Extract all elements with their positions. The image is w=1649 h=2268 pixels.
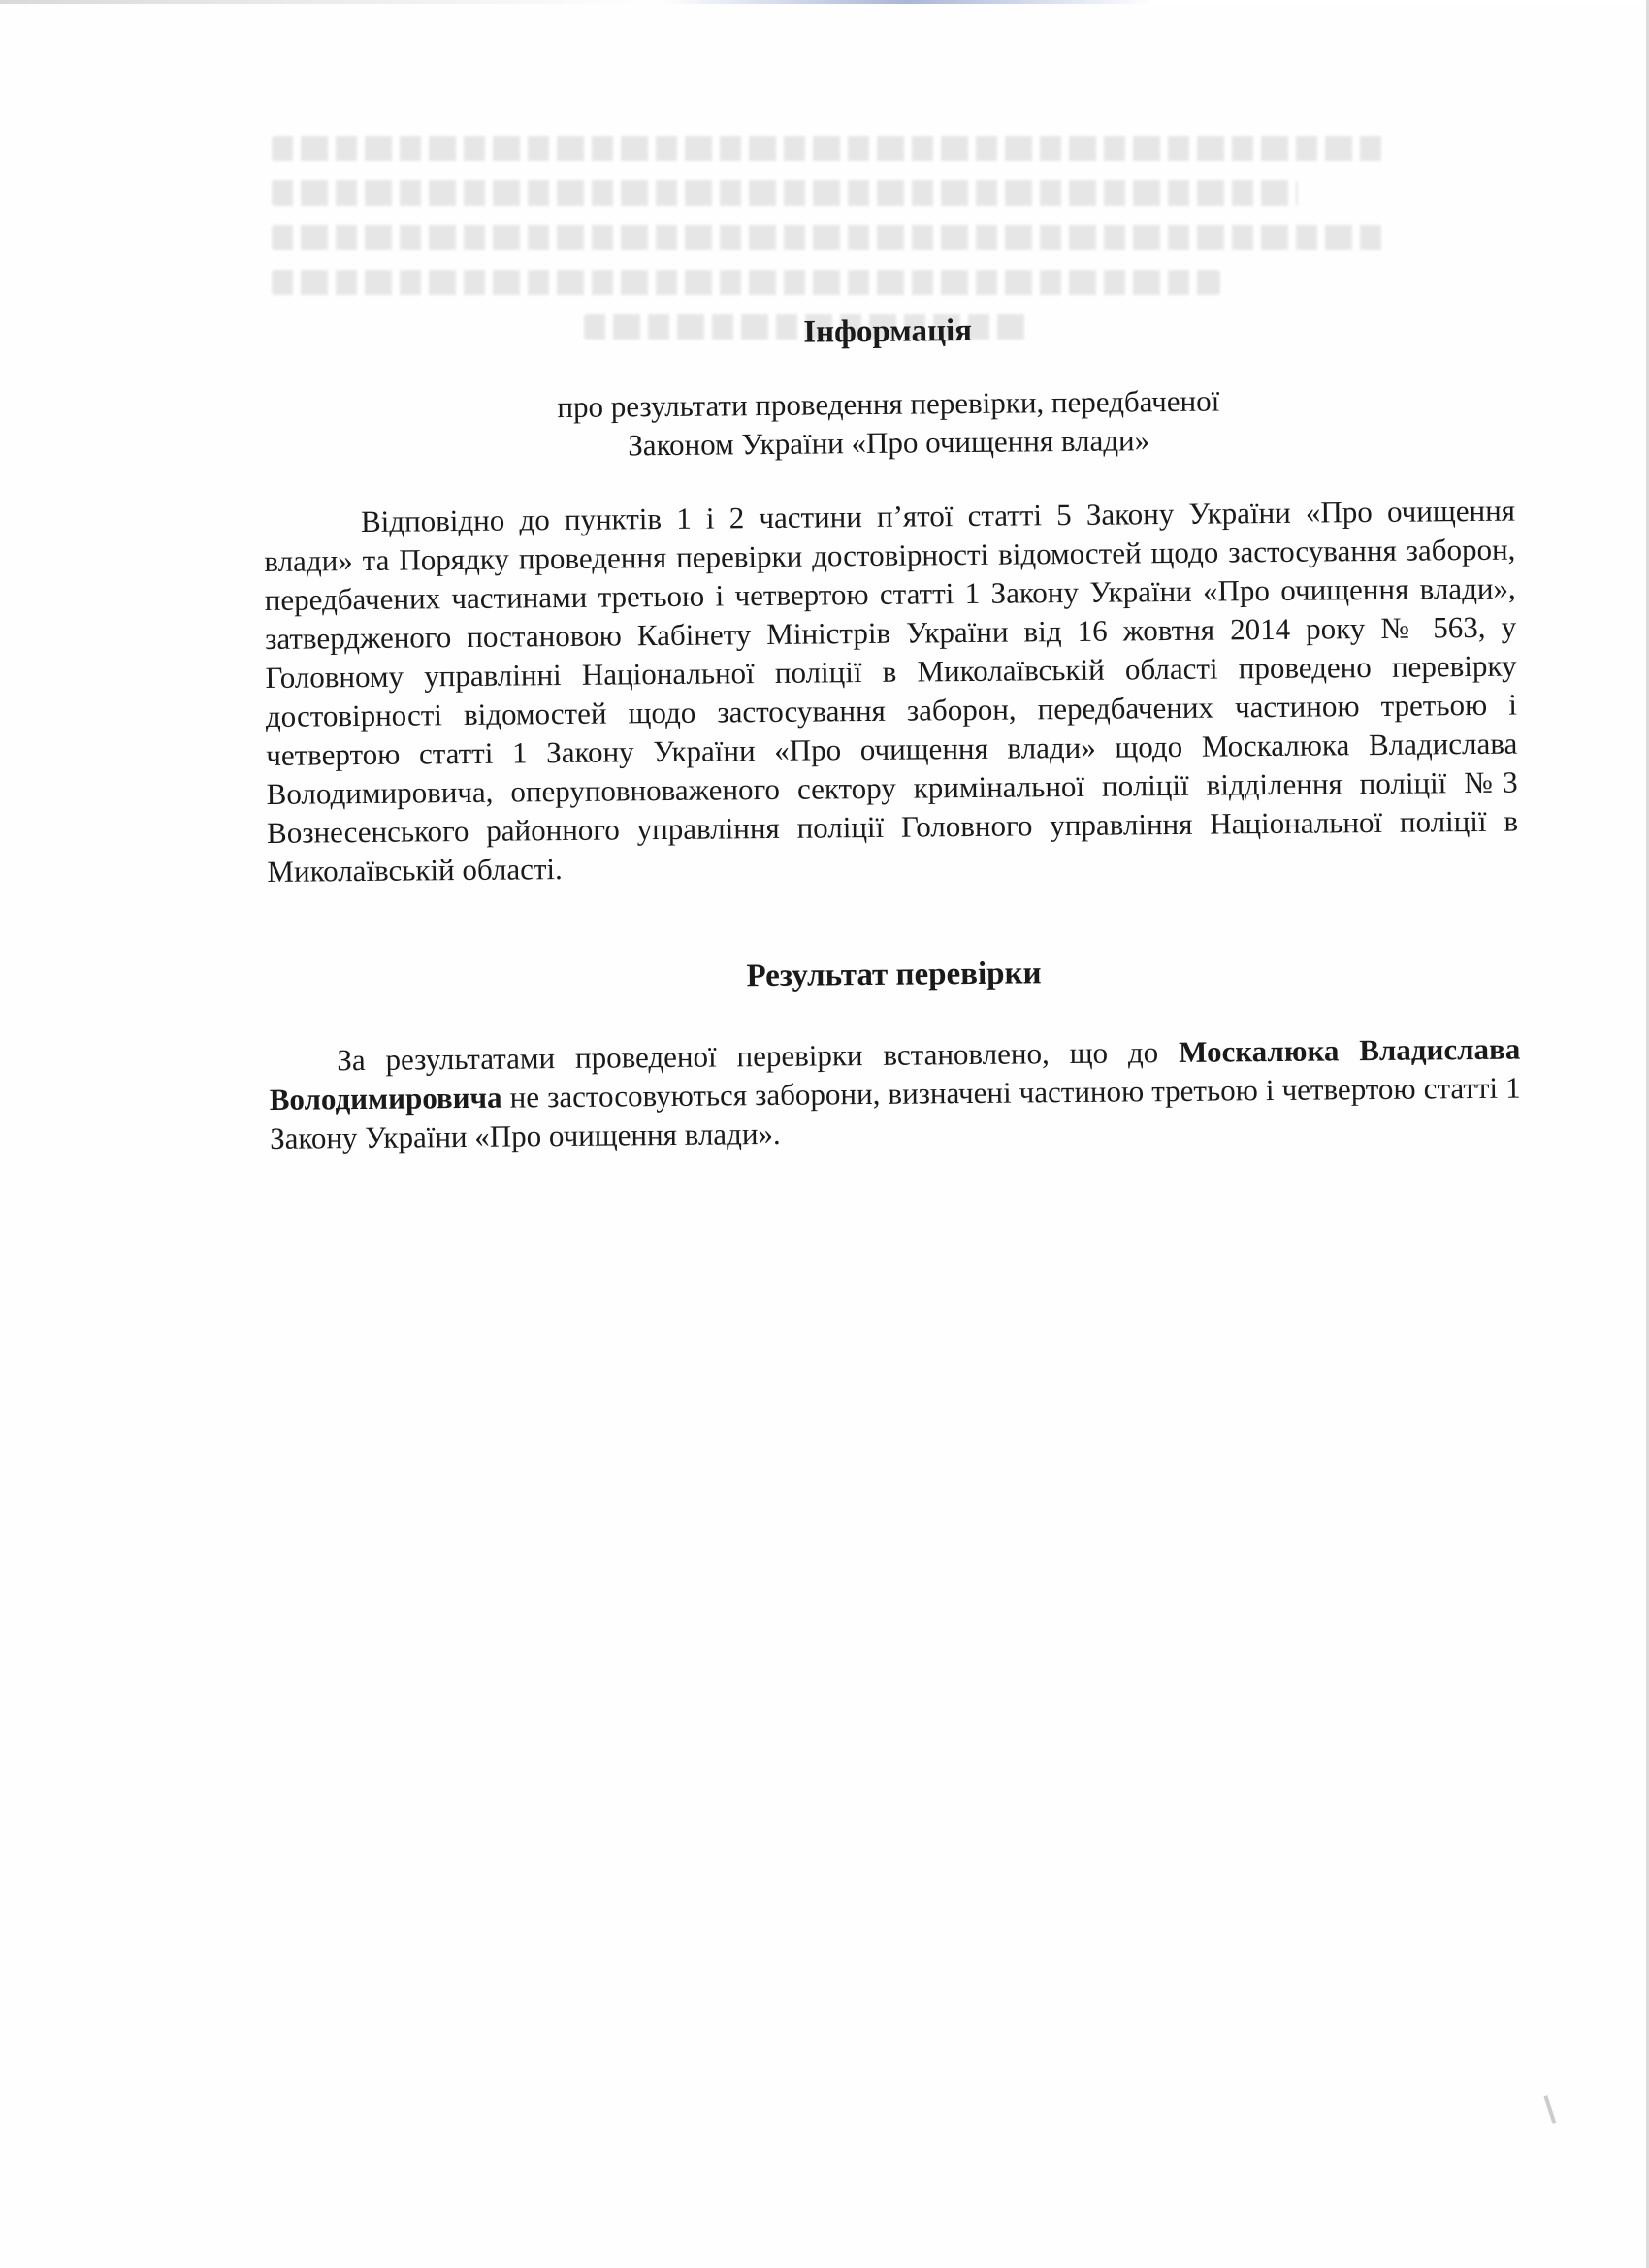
result-intro: За результатами проведеної перевірки встановлено, що до (337, 1035, 1159, 1078)
bleed-line (272, 270, 1220, 295)
scan-edge-top (0, 0, 1649, 4)
result-paragraph (269, 1030, 1521, 1158)
main-paragraph: Відповідно до пунктів 1 і 2 частини п’ятої статті 5 Закону України «Про очищення влади» та Порядку проведення перевірки достовірності відомостей щодо застосування заборон, передбачених частинами третьою і четвертою статті 1 Закону України «Про очищення влади», затвердженого постановою Кабінету Міністрів України від 16 жовтня 2014 року № 563, у Головному управлінні Національної поліції в Миколаївській області проведено перевірку достовірності відомостей щодо застосування заборон, передбачених частиною третьою і четвертою статті 1 Закону України «Про очищення влади» щодо Москалюка Владислава Володимировича, оперуповноваженого сектору кримінальної поліції відділення поліції №3 Вознесенського районного управління поліції Головного управління Національної поліції в Миколаївській області. (264, 493, 1519, 889)
subtitle-line-2: Законом України «Про очищення влади» (628, 423, 1150, 463)
subtitle-line-1: про результати проведення перевірки, передбаченої (557, 383, 1220, 425)
scan-speck (1543, 2095, 1556, 2124)
result-heading: Результат перевірки (746, 956, 1042, 994)
document-subtitle (263, 379, 1515, 469)
result-person-name: Москалюка Владислава Володимировича (269, 1031, 1521, 1117)
result-tail: не застосовуються заборони, визначені частиною третьою і четвертою статті 1 Закону України «Про очищення влади». (269, 1070, 1521, 1155)
bleed-line (272, 180, 1298, 206)
document-body (262, 308, 1521, 1158)
bleed-line (272, 225, 1387, 250)
bleed-line (272, 136, 1387, 161)
document-title: Інформація (803, 312, 973, 350)
